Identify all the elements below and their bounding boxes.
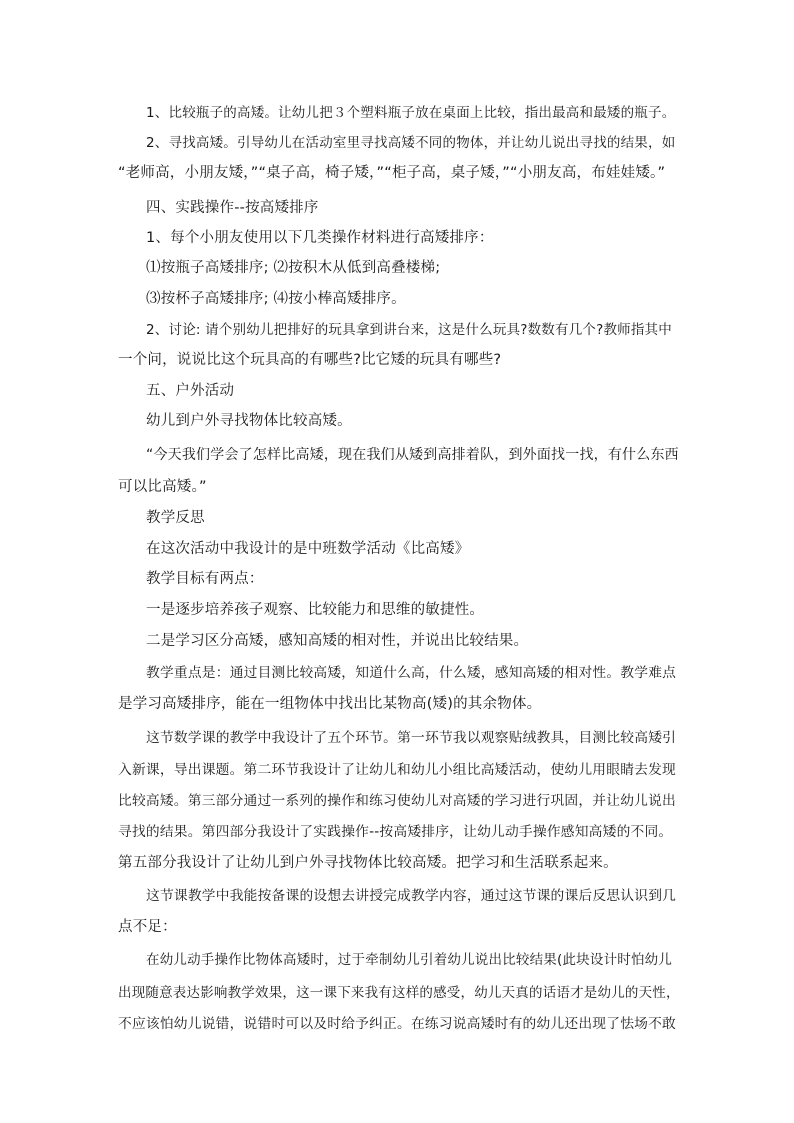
text-line: ⑴按瓶子高矮排序; ⑵按积木从低到高叠楼梯; — [146, 260, 441, 276]
text-line: 不应该怕幼儿说错，说错时可以及时给予纠正。在练习说高矮时有的幼儿还出现了怯场不敢 — [118, 1016, 677, 1032]
text-line: “今天我们学会了怎样比高矮，现在我们从矮到高排着队，到外面找一找，有什么东西 — [146, 447, 679, 463]
text-line: 1、每个小朋友使用以下几类操作材料进行高矮排序： — [146, 230, 494, 246]
text-line: 第五部分我设计了让幼儿到户外寻找物体比较高矮。把学习和生活联系起来。 — [118, 855, 618, 871]
text-line: 幼儿到户外寻找物体比较高矮。 — [146, 413, 352, 429]
text-line: 这节课教学中我能按备课的设想去讲授完成教学内容，通过这节课的课后反思认识到几 — [146, 888, 677, 904]
text-line: 2、寻找高矮。引导幼儿在活动室里寻找高矮不同的物体，并让幼儿说出寻找的结果，如 — [146, 135, 676, 151]
section-heading: 四、实践操作--按高矮排序 — [146, 200, 319, 216]
section-heading: 五、户外活动 — [146, 383, 235, 399]
text-line: 二是学习区分高矮，感知高矮的相对性，并说出比较结果。 — [146, 633, 529, 649]
text-line: 一是逐步培养孩子观察、比较能力和思维的敏捷性。 — [146, 602, 485, 618]
text-line: 1、比较瓶子的高矮。让幼儿把３个塑料瓶子放在桌面上比较，指出最高和最矮的瓶子。 — [146, 105, 676, 121]
text-line: 在这次活动中我设计的是中班数学活动《比高矮》 — [146, 541, 470, 557]
text-line: 这节数学课的教学中我设计了五个环节。第一环节我以观察贴绒教具，目测比较高矮引 — [146, 730, 677, 746]
text-line: 一个问，说说比这个玩具高的有哪些?比它矮的玩具有哪些? — [118, 352, 502, 368]
text-line: 在幼儿动手操作比物体高矮时，过于牵制幼儿引着幼儿说出比较结果(此块设计时怕幼儿 — [146, 952, 673, 968]
text-line: 出现随意表达影响教学效果，这一课下来我有这样的感受，幼儿天真的话语才是幼儿的天性， — [118, 985, 680, 1001]
text-line: 比较高矮。第三部分通过一系列的操作和练习使幼儿对高矮的学习进行巩固，并让幼儿说出 — [118, 793, 677, 809]
text-line: 教学目标有两点： — [146, 571, 264, 587]
text-line: 可以比高矮。” — [118, 479, 207, 495]
text-line: ⑶按杯子高矮排序; ⑷按小棒高矮排序。 — [146, 291, 406, 307]
text-line: 教学重点是：通过目测比较高矮，知道什么高，什么矮，感知高矮的相对性。教学难点 — [146, 665, 677, 681]
text-line: “老师高，小朋友矮，”“桌子高，椅子矮，”“柜子高，桌子矮，”“小朋友高，布娃娃矮。” — [118, 165, 666, 181]
text-line: 是学习高矮排序，能在一组物体中找出比某物高(矮)的其余物体。 — [118, 696, 542, 712]
text-line: 入新课，导出课题。第二环节我设计了让幼儿和幼儿小组比高矮活动，使幼儿用眼睛去发现 — [118, 762, 677, 778]
text-line: 点不足： — [118, 919, 177, 935]
text-line: 2、讨论: 请个别幼儿把排好的玩具拿到讲台来，这是什么玩具?数数有几个?教师指其中 — [146, 322, 672, 338]
section-heading: 教学反思 — [146, 510, 205, 526]
text-line: 寻找的结果。第四部分我设计了实践操作--按高矮排序，让幼儿动手操作感知高矮的不同。 — [118, 824, 673, 840]
